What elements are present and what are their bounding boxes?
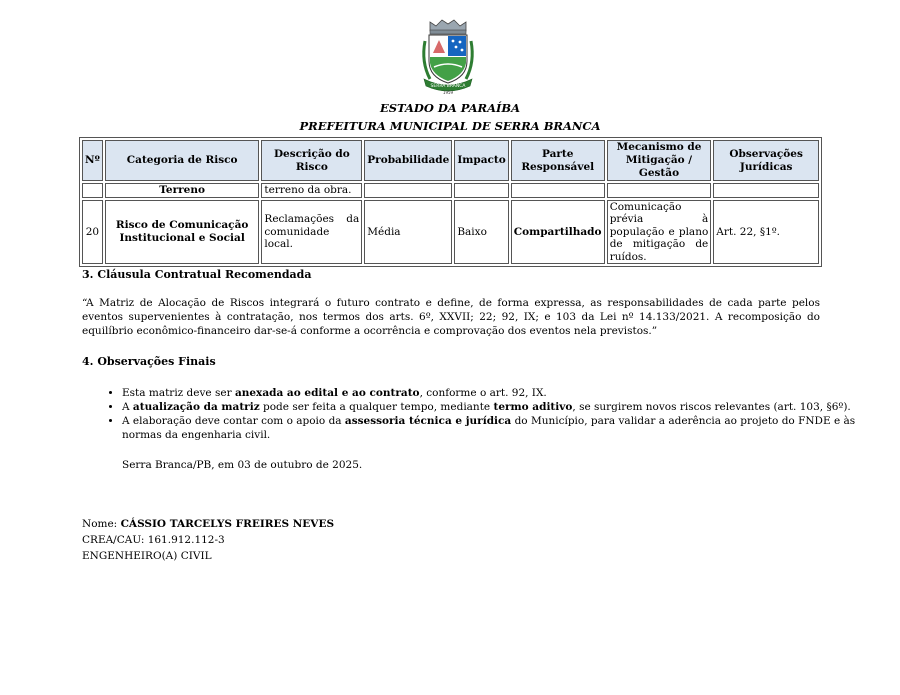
row-impact: Baixo [454,200,508,265]
signature-name: Nome: CÁSSIO TARCELYS FREIRES NEVES [82,518,335,530]
list-item: • Esta matriz deve ser anexada ao edital e ao contrato, conforme o art. 92, IX. [122,386,862,400]
continuation-description: terreno da obra. [261,183,362,198]
row-mitigation: Comunicação prévia à população e plano de mitigação de ruídos. [607,200,712,265]
clause-text: “A Matriz de Alocação de Riscos integrará o futuro contrato e define, de forma expressa, as responsabilidades de cada parte pelos eventos supervenientes à contratação, nos termos dos arts. 6º, XXVII; 22; 92, IX; e 103 da Lei nº 14.133/2021. A recomposição do equilíbrio econômico-financeiro dar-se-á conforme a ocorrência e comprovação dos eventos nela previstos.” [82,297,820,337]
signature-role: ENGENHEIRO(A) CIVIL [82,550,212,562]
table-row [82,183,819,198]
risk-matrix-table [79,137,822,267]
observations-list [82,386,862,442]
row-party: Compartilhado [511,200,605,265]
col-header-description: Descrição do Risco [261,140,362,181]
col-header-category: Categoria de Risco [105,140,260,181]
col-header-impact: Impacto [454,140,508,181]
list-item: • A atualização da matriz pode ser feita a qualquer tempo, mediante termo aditivo, se surgirem novos riscos relevantes (art. 103, §6º). [122,400,862,414]
col-header-party: Parte Responsável [511,140,605,181]
col-header-probability: Probabilidade [364,140,452,181]
crest-year: 1959 [442,90,454,95]
section-title-final: 4. Observações Finais [82,355,216,368]
signature-registry: CREA/CAU: 161.912.112-3 [82,534,225,546]
col-header-number: Nº [82,140,103,181]
col-header-legal: Observações Jurídicas [713,140,819,181]
document-date: Serra Branca/PB, em 03 de outubro de 2025. [122,459,363,471]
continuation-category: Terreno [105,183,260,198]
row-number: 20 [82,200,103,265]
row-legal: Art. 22, §1º. [713,200,819,265]
list-item: • A elaboração deve contar com o apoio da assessoria técnica e jurídica do Município, para validar a aderência ao projeto do FNDE e às normas da engenharia civil. [122,414,862,442]
section-title-clause: 3. Cláusula Contratual Recomendada [82,268,312,281]
crest-emblem-icon [418,17,478,95]
state-title: ESTADO DA PARAÍBA [379,101,521,115]
table-header-row [82,140,819,181]
col-header-mitigation: Mecanismo de Mitigação / Gestão [607,140,712,181]
table-row [82,200,819,265]
municipal-crest [418,17,478,95]
crest-motto: SERRA BRANCA [430,84,466,89]
row-category: Risco de Comunicação Institucional e Social [105,200,260,265]
row-probability: Média [364,200,452,265]
prefecture-title: PREFEITURA MUNICIPAL DE SERRA BRANCA [299,119,601,133]
row-description: Reclamações da comunidade local. [261,200,362,265]
